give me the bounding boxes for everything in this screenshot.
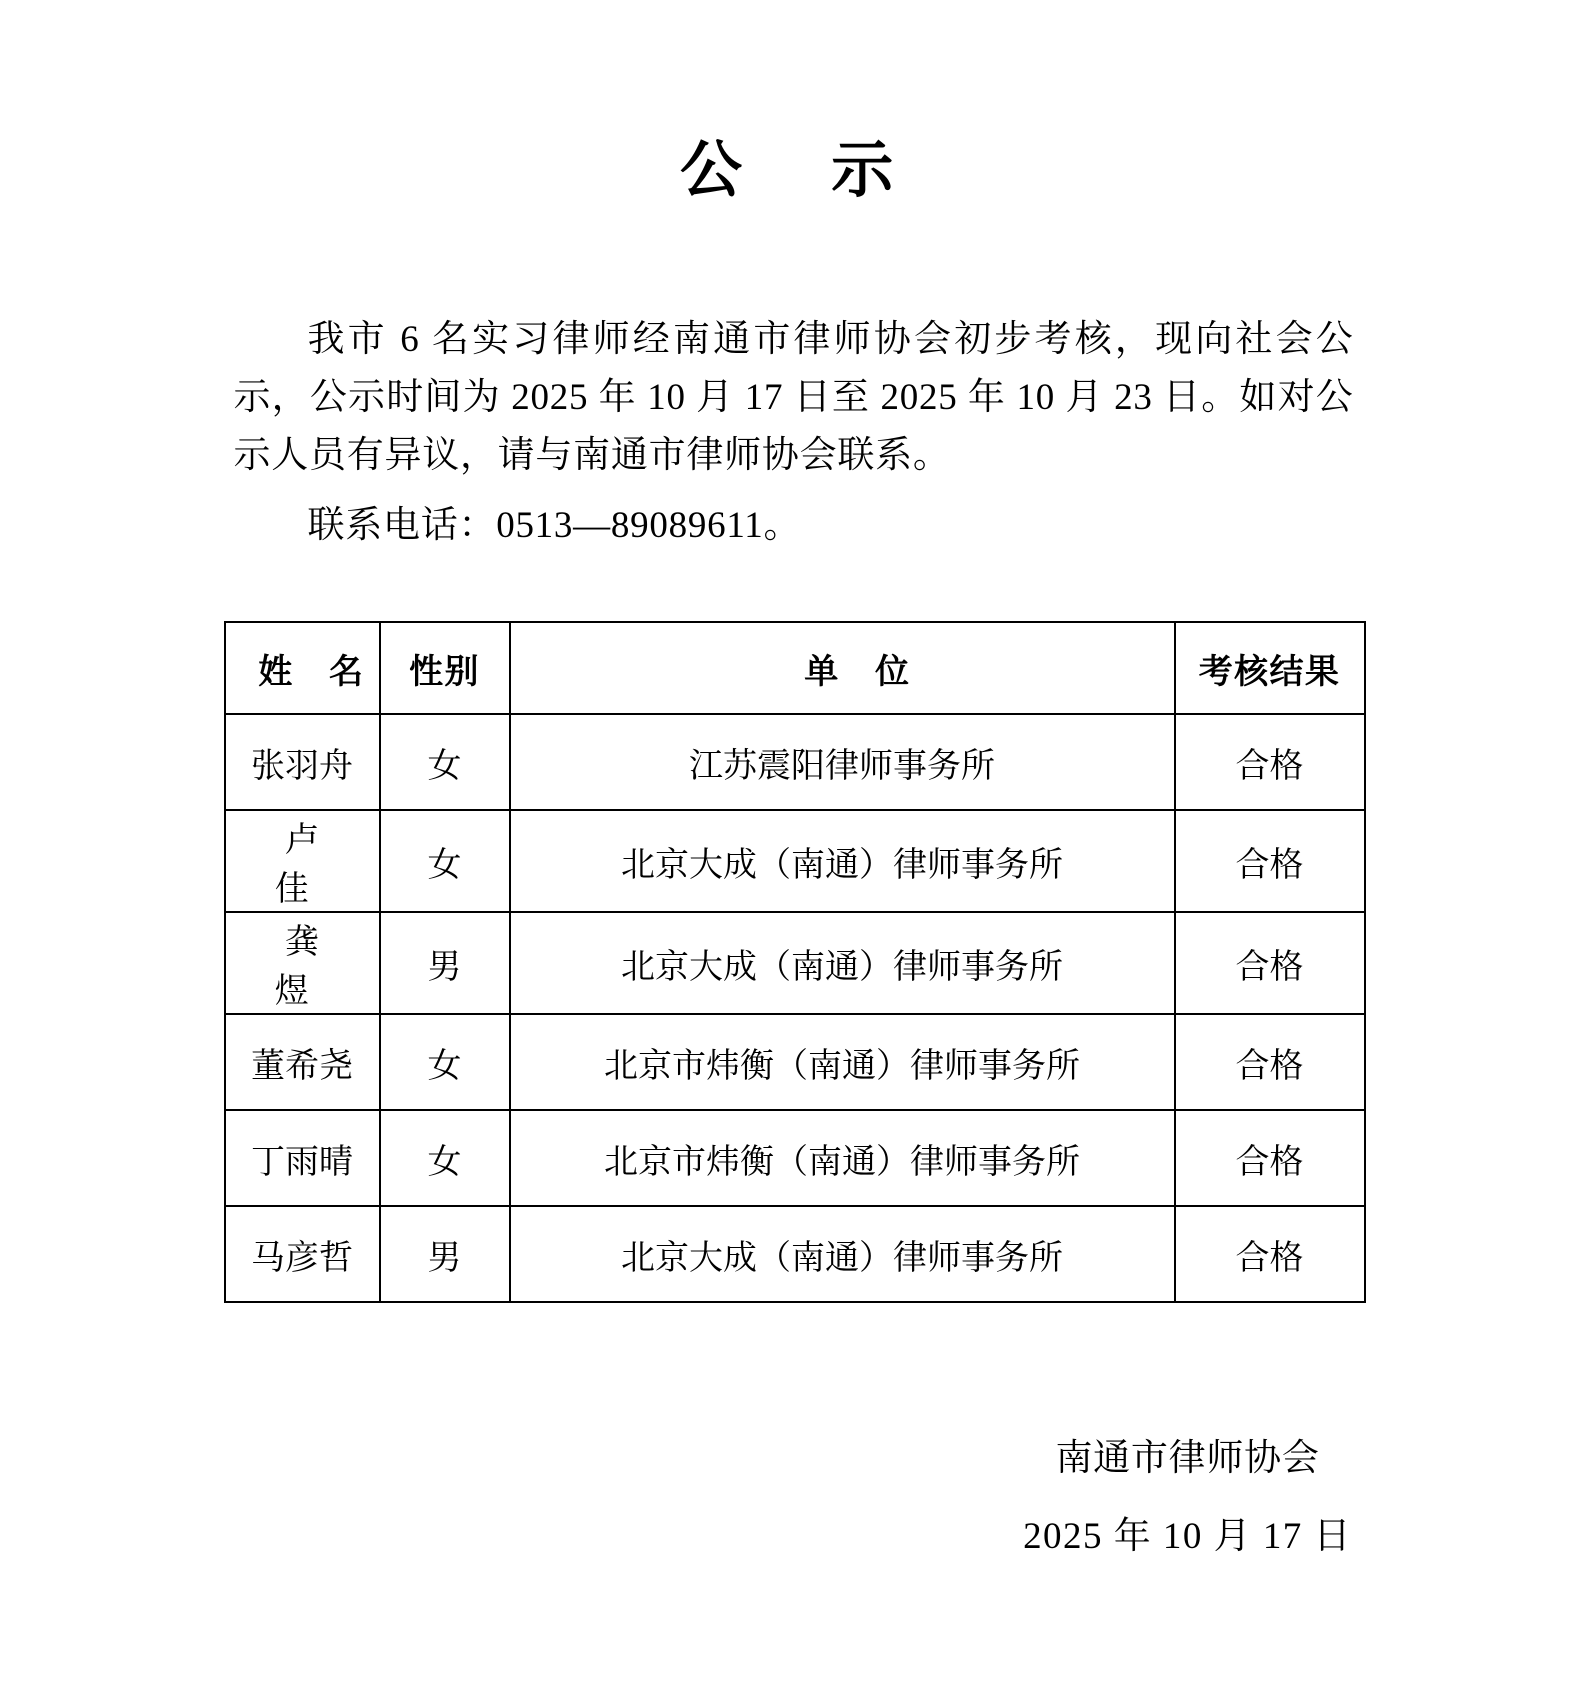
cell-unit: 北京市炜衡（南通）律师事务所 xyxy=(510,1014,1175,1110)
table-row xyxy=(225,1110,1365,1206)
cell-sex: 女 xyxy=(380,1014,510,1110)
cell-result: 合格 xyxy=(1175,810,1365,912)
cell-name: 丁雨晴 xyxy=(225,1110,380,1206)
cell-sex: 男 xyxy=(380,912,510,1014)
notice-body xyxy=(234,249,1354,555)
cell-name: 卢 佳 xyxy=(225,810,380,912)
notice-paragraph-1: 我市 6 名实习律师经南通市律师协会初步考核，现向社会公示，公示时间为 2025 年 10 月 17 日至 2025 年 10 月 23 日。如对公示人员有异议，请与南通市律师协会联系。 xyxy=(233,319,1354,477)
cell-unit: 江苏震阳律师事务所 xyxy=(510,714,1175,810)
column-header-sex: 性别 xyxy=(380,622,510,714)
column-header-result: 考核结果 xyxy=(1175,622,1365,714)
cell-name: 龚 煜 xyxy=(225,912,380,1014)
page-title: 公 示 xyxy=(680,136,907,205)
column-header-unit: 单 位 xyxy=(510,622,1175,714)
table-row xyxy=(225,1206,1365,1302)
signature-block xyxy=(1023,1420,1352,1576)
cell-unit: 北京市炜衡（南通）律师事务所 xyxy=(510,1110,1175,1206)
table-header-row xyxy=(225,622,1365,714)
cell-unit: 北京大成（南通）律师事务所 xyxy=(510,1206,1175,1302)
cell-name: 马彦哲 xyxy=(225,1206,380,1302)
notice-paragraph-2: 联系电话：0513—89089611。 xyxy=(307,505,802,547)
signature-organization: 南通市律师协会 xyxy=(1055,1438,1320,1479)
cell-sex: 女 xyxy=(380,714,510,810)
cell-result: 合格 xyxy=(1175,1014,1365,1110)
cell-sex: 女 xyxy=(380,810,510,912)
cell-result: 合格 xyxy=(1175,1206,1365,1302)
roster-table-container xyxy=(224,555,1364,1303)
signature-date: 2025 年 10 月 17 日 xyxy=(1023,1516,1352,1557)
cell-unit: 北京大成（南通）律师事务所 xyxy=(510,912,1175,1014)
table-row xyxy=(225,912,1365,1014)
cell-result: 合格 xyxy=(1175,714,1365,810)
cell-result: 合格 xyxy=(1175,1110,1365,1206)
cell-unit: 北京大成（南通）律师事务所 xyxy=(510,810,1175,912)
roster-table xyxy=(224,621,1366,1303)
cell-name: 董希尧 xyxy=(225,1014,380,1110)
table-row xyxy=(225,810,1365,912)
cell-sex: 男 xyxy=(380,1206,510,1302)
cell-result: 合格 xyxy=(1175,912,1365,1014)
table-row xyxy=(225,1014,1365,1110)
cell-sex: 女 xyxy=(380,1110,510,1206)
column-header-name: 姓 名 xyxy=(225,622,380,714)
table-row xyxy=(225,714,1365,810)
cell-name: 张羽舟 xyxy=(225,714,380,810)
